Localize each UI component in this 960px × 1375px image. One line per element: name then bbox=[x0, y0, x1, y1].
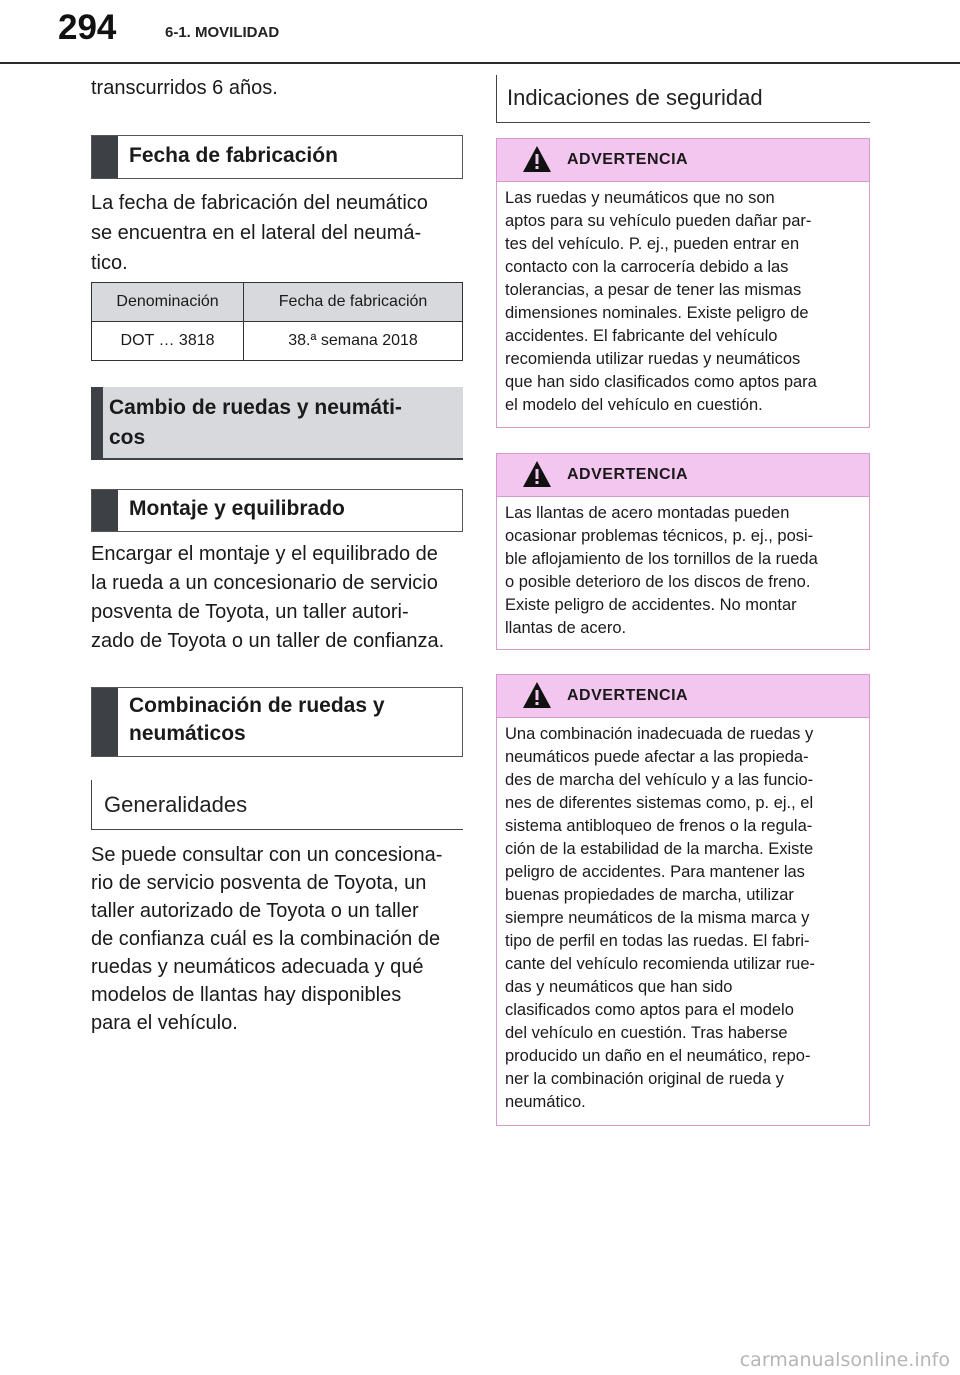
text-line: Las llantas de acero montadas pueden bbox=[505, 504, 790, 522]
text-line: rio de servicio posventa de Toyota, un bbox=[91, 872, 427, 894]
text-line: posventa de Toyota, un taller autori- bbox=[91, 601, 409, 623]
heading-bar bbox=[91, 387, 103, 458]
text-line: neumático. bbox=[505, 1093, 586, 1111]
subheading-indicaciones: Indicaciones de seguridad bbox=[496, 75, 870, 123]
heading-title: Montaje y equilibrado bbox=[129, 497, 345, 520]
heading-title bbox=[129, 692, 454, 748]
text-line: peligro de accidentes. Para mantener las bbox=[505, 863, 805, 881]
heading-line: cos bbox=[109, 426, 146, 449]
text-line: ner la combinación original de rueda y bbox=[505, 1070, 784, 1088]
intro-text: transcurridos 6 años. bbox=[91, 77, 278, 99]
text-line: cante del vehículo recomienda utilizar rue- bbox=[505, 955, 815, 973]
text-line: Se puede consultar con un concesiona- bbox=[91, 844, 443, 866]
warning-header bbox=[497, 454, 869, 497]
text-line: accidentes. El fabricante del vehículo bbox=[505, 327, 778, 345]
section-title: 6-1. MOVILIDAD bbox=[165, 24, 280, 41]
heading-montaje bbox=[91, 489, 463, 532]
table-header-cell: Denominación bbox=[92, 283, 244, 322]
text-line: la rueda a un concesionario de servicio bbox=[91, 572, 438, 594]
warning-box bbox=[496, 138, 870, 428]
warning-triangle-icon bbox=[522, 459, 552, 489]
warning-text bbox=[497, 497, 869, 648]
heading-combinacion bbox=[91, 687, 463, 757]
text-line: contacto con la carrocería debido a las bbox=[505, 258, 789, 276]
text-line: el modelo del vehículo en cuestión. bbox=[505, 396, 763, 414]
warning-text bbox=[497, 718, 869, 1122]
montaje-paragraph bbox=[91, 540, 471, 656]
heading-line: Combinación de ruedas y bbox=[129, 694, 385, 717]
text-line: nes de diferentes sistemas como, p. ej., el bbox=[505, 794, 814, 812]
table-header-cell: Fecha de fabricación bbox=[244, 283, 463, 322]
text-line: recomienda utilizar ruedas y neumáticos bbox=[505, 350, 801, 368]
text-line: sistema antibloqueo de frenos o la regula- bbox=[505, 817, 813, 835]
text-line: que han sido clasificados como aptos para bbox=[505, 373, 817, 391]
subheading-generalidades: Generalidades bbox=[91, 780, 463, 830]
text-line: siempre neumáticos de la misma marca y bbox=[505, 909, 810, 927]
text-line: clasificados como aptos para el modelo bbox=[505, 1001, 794, 1019]
fecha-table bbox=[91, 282, 463, 361]
text-line: para el vehículo. bbox=[91, 1012, 238, 1034]
combinacion-paragraph bbox=[91, 841, 471, 1037]
heading-line: neumáticos bbox=[129, 722, 246, 745]
text-line: producido un daño en el neumático, repo- bbox=[505, 1047, 811, 1065]
warning-header bbox=[497, 675, 869, 718]
footer-watermark: carmanualsonline.info bbox=[739, 1349, 950, 1371]
warning-label: ADVERTENCIA bbox=[567, 466, 689, 483]
text-line: das y neumáticos que han sido bbox=[505, 978, 733, 996]
heading-title: Fecha de fabricación bbox=[129, 144, 338, 167]
text-line: dimensiones nominales. Existe peligro de bbox=[505, 304, 809, 322]
text-line: ble aflojamiento de los tornillos de la rueda bbox=[505, 550, 818, 568]
text-line: modelos de llantas hay disponibles bbox=[91, 984, 402, 1006]
warning-label: ADVERTENCIA bbox=[567, 687, 689, 704]
warning-text bbox=[497, 182, 869, 425]
text-line: llantas de acero. bbox=[505, 619, 627, 637]
heading-bar bbox=[92, 136, 118, 178]
text-line: Una combinación inadecuada de ruedas y bbox=[505, 725, 814, 743]
warning-label: ADVERTENCIA bbox=[567, 151, 689, 168]
heading-bar bbox=[92, 490, 118, 531]
warning-box bbox=[496, 453, 870, 650]
text-line: tes del vehículo. P. ej., pueden entrar en bbox=[505, 235, 800, 253]
table-cell: DOT … 3818 bbox=[92, 322, 244, 361]
text-line: neumáticos puede afectar a las propieda- bbox=[505, 748, 809, 766]
text-line: ción de la estabilidad de la marcha. Existe bbox=[505, 840, 814, 858]
text-line: del vehículo en cuestión. Tras haberse bbox=[505, 1024, 788, 1042]
text-line: de confianza cuál es la combinación de bbox=[91, 928, 441, 950]
text-line: des de marcha del vehículo y a las funcio- bbox=[505, 771, 814, 789]
text-line: zado de Toyota o un taller de confianza. bbox=[91, 630, 445, 652]
text-line: tipo de perfil en todas las ruedas. El fabri- bbox=[505, 932, 810, 950]
page-header bbox=[0, 0, 960, 64]
text-line: taller autorizado de Toyota o un taller bbox=[91, 900, 419, 922]
table-header-row bbox=[92, 283, 463, 322]
text-line: buenas propiedades de marcha, utilizar bbox=[505, 886, 794, 904]
text-line: ocasionar problemas técnicos, p. ej., posi- bbox=[505, 527, 814, 545]
text-line: tolerancias, a pesar de tener las mismas bbox=[505, 281, 802, 299]
text-line: Las ruedas y neumáticos que no son bbox=[505, 189, 775, 207]
text-line: o posible deterioro de los discos de freno. bbox=[505, 573, 811, 591]
heading-line: Cambio de ruedas y neumáti- bbox=[109, 396, 402, 419]
text-line: ruedas y neumáticos adecuada y qué bbox=[91, 956, 424, 978]
text-line: Existe peligro de accidentes. No montar bbox=[505, 596, 797, 614]
text-line: se encuentra en el lateral del neumá- bbox=[91, 222, 422, 244]
warning-triangle-icon bbox=[522, 680, 552, 710]
warning-box bbox=[496, 674, 870, 1126]
heading-fecha-fabricacion bbox=[91, 135, 463, 179]
text-line: aptos para su vehículo pueden dañar par- bbox=[505, 212, 812, 230]
heading-cambio-ruedas bbox=[91, 387, 463, 460]
heading-bar bbox=[92, 688, 118, 756]
fecha-paragraph bbox=[91, 188, 463, 278]
table-row bbox=[92, 322, 463, 361]
warning-triangle-icon bbox=[522, 144, 552, 174]
heading-title bbox=[109, 393, 455, 453]
page-number: 294 bbox=[58, 8, 117, 47]
warning-header bbox=[497, 139, 869, 182]
text-line: Encargar el montaje y el equilibrado de bbox=[91, 543, 438, 565]
text-line: La fecha de fabricación del neumático bbox=[91, 192, 428, 214]
table-cell: 38.ª semana 2018 bbox=[244, 322, 463, 361]
text-line: tico. bbox=[91, 252, 128, 274]
